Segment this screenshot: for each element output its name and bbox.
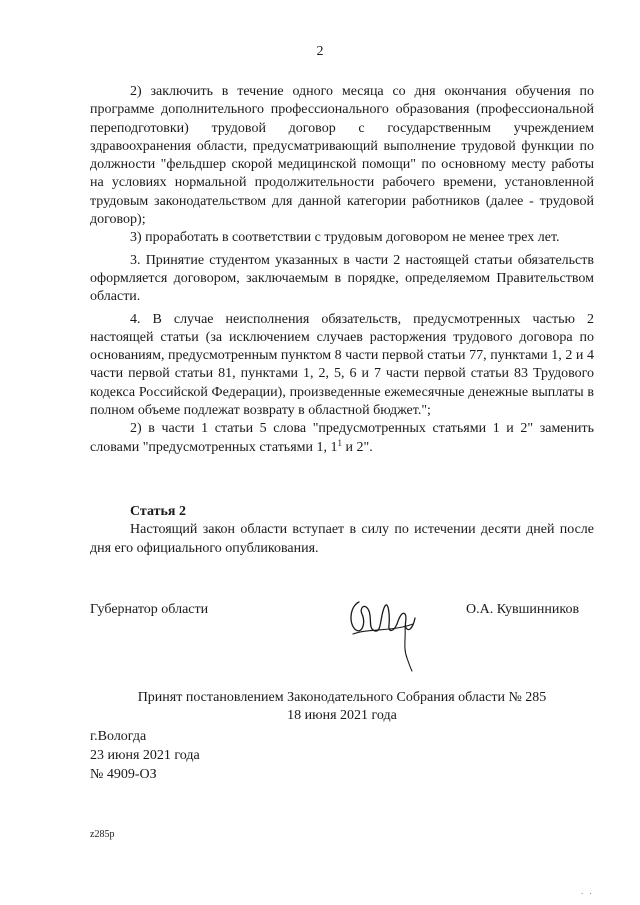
city: г.Вологда [90, 729, 147, 744]
adoption-note [90, 689, 594, 725]
footer-mark: . . [581, 886, 594, 896]
amendment-superscript: 1 [337, 437, 342, 448]
document-code: z285p [90, 829, 115, 840]
paragraph-part-3: 3. Принятие студентом указанных в части 2 настоящей статьи обязательств оформляется договором, заключаемым в порядке, определяемом Правительством области. [90, 252, 594, 305]
law-number: № 4909-ОЗ [90, 767, 157, 782]
adoption-line-1: Принят постановлением Законодательного Собрания области № 285 [137, 690, 547, 705]
law-text [90, 83, 594, 558]
article-2-text: Настоящий закон области вступает в силу по истечении десяти дней после дня его официального опубликования. [90, 522, 594, 556]
amendment-text: 2) в части 1 статьи 5 слова "предусмотренных статьями 1 и 2" заменить словами "предусмотренных статьями 1, 1 [90, 421, 594, 455]
signature-image [345, 590, 421, 672]
signatory-name: О.А. Кувшинников [466, 602, 580, 617]
place-and-date [90, 727, 200, 784]
paragraph-item-3: 3) проработать в соответствии с трудовым договором не менее трех лет. [130, 230, 560, 246]
page-number: 2 [316, 44, 324, 59]
signatory-title: Губернатор области [90, 602, 209, 617]
paragraph-part-4: 4. В случае неисполнения обязательств, предусмотренных частью 2 настоящей статьи (за исключением случаев расторжения трудового договора по основаниям, предусмотренным пунктом 8 части первой статьи 77, пунктами 1, 2 и 4 части первой статьи 81, пунктами 1, 2, 5, 6 и 7 части первой статьи 83 Трудового кодекса Российской Федерации), произведенные ежемесячные денежные выплаты в полном объеме подлежат возврату в областной бюджет."; [90, 311, 594, 419]
amendment-text-end: и 2". [341, 439, 373, 455]
paragraph-amendment [90, 420, 594, 457]
adoption-line-2: 18 июня 2021 года [287, 708, 397, 723]
article-2-heading: Статья 2 [130, 503, 186, 519]
paragraph-item-2: 2) заключить в течение одного месяца со дня окончания обучения по программе дополнительного профессионального образования (профессиональной переподготовки) трудовой договор с государственным учреждением здравоохранения области, предусматривающий выполнение трудовой функции по должности "фельдшер скорой медицинской помощи" по основному месту работы на условиях нормальной продолжительности рабочего времени, установленной трудовым законодательством для данной категории работников (далее - трудовой договор); [90, 84, 594, 228]
signing-date: 23 июня 2021 года [90, 748, 200, 763]
